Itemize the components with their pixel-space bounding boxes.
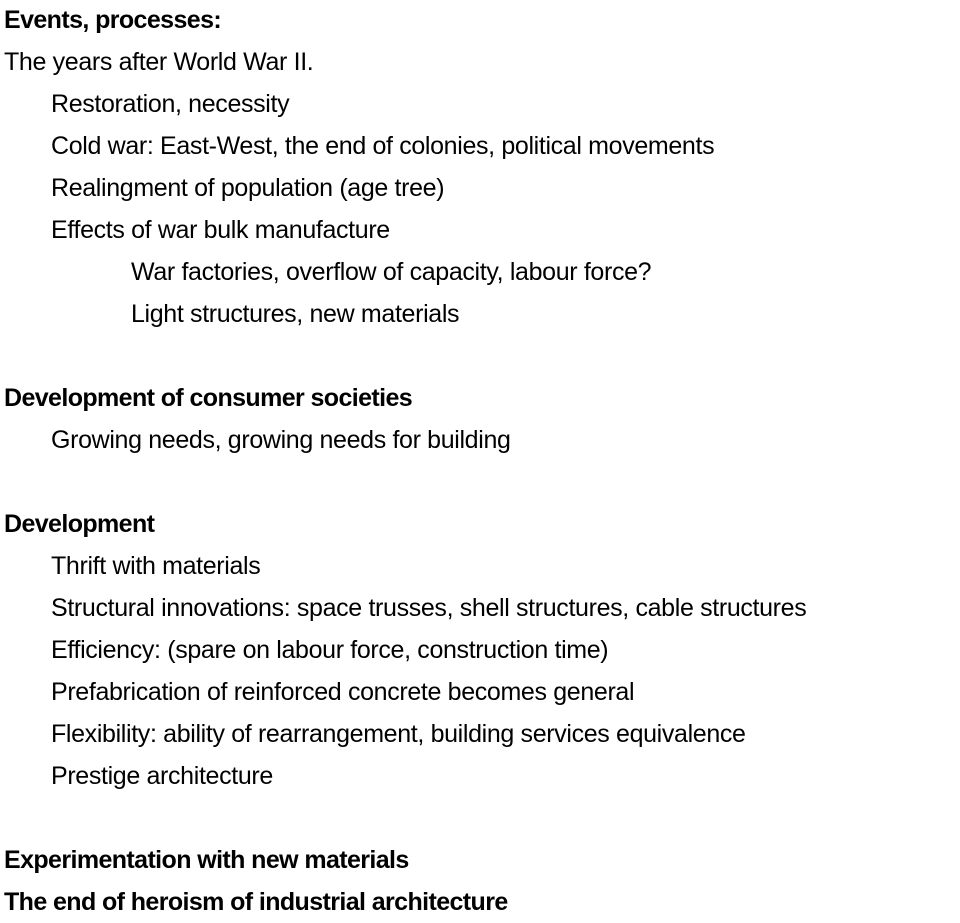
- spacer: [4, 797, 958, 839]
- list-item: Effects of war bulk manufacture: [51, 216, 390, 244]
- document-body: [4, 0, 958, 923]
- list-item: Prestige architecture: [51, 762, 273, 790]
- section-heading-end-of-heroism: The end of heroism of industrial architecture: [4, 888, 508, 916]
- spacer: [4, 335, 958, 377]
- section-heading-consumer-societies: Development of consumer societies: [4, 384, 413, 412]
- list-item: Cold war: East-West, the end of colonies, political movements: [51, 132, 715, 160]
- spacer: [4, 461, 958, 503]
- list-item: Efficiency: (spare on labour force, construction time): [51, 636, 609, 664]
- section-subheading-post-war: The years after World War II.: [4, 48, 314, 76]
- list-item: Growing needs, growing needs for building: [51, 426, 511, 454]
- list-item: Prefabrication of reinforced concrete becomes general: [51, 678, 635, 706]
- section-heading-experimentation: Experimentation with new materials: [4, 846, 409, 874]
- section-heading-events: Events, processes:: [4, 6, 222, 34]
- list-item: Realingment of population (age tree): [51, 174, 445, 202]
- sub-list-item: War factories, overflow of capacity, labour force?: [131, 258, 652, 286]
- section-heading-development: Development: [4, 510, 155, 538]
- list-item: Flexibility: ability of rearrangement, building services equivalence: [51, 720, 746, 748]
- list-item: Structural innovations: space trusses, shell structures, cable structures: [51, 594, 807, 622]
- list-item: Thrift with materials: [51, 552, 261, 580]
- list-item: Restoration, necessity: [51, 90, 290, 118]
- sub-list-item: Light structures, new materials: [131, 300, 460, 328]
